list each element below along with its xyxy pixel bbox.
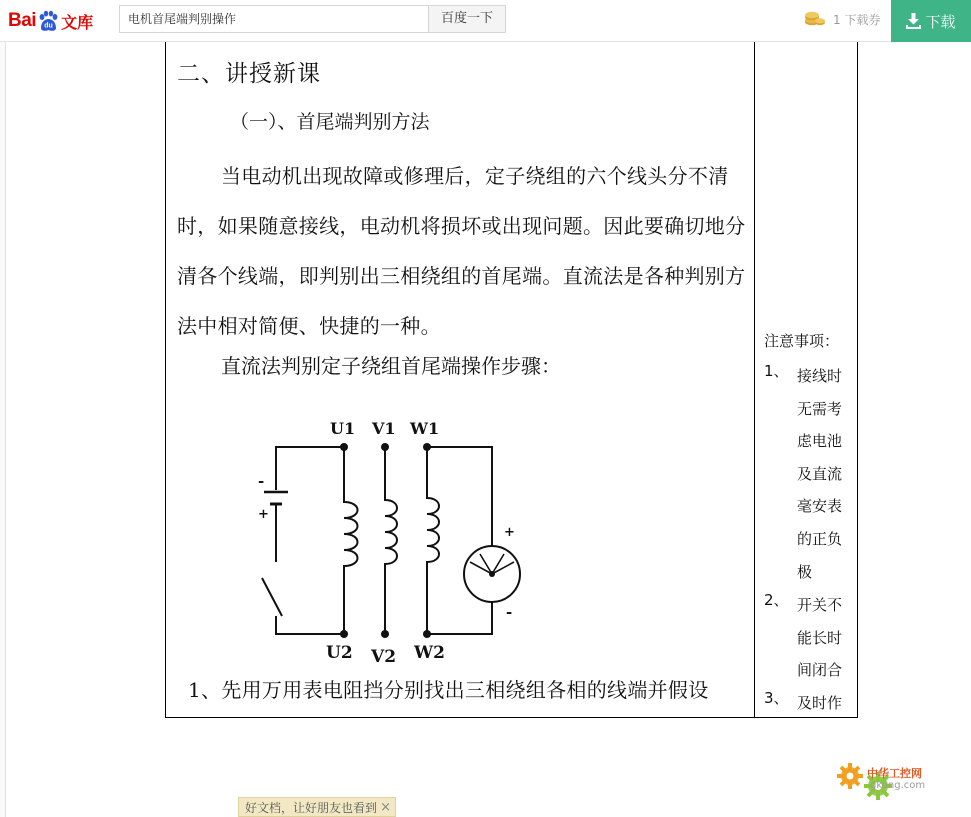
watermark-domain: gkong.com (870, 780, 926, 791)
download-icon (906, 13, 921, 29)
label-v2: V2 (371, 647, 397, 667)
logo-text-wenku: 文库 (61, 12, 94, 32)
download-coupon-info (804, 9, 880, 29)
label-v1: V1 (372, 419, 396, 438)
label-w1: W1 (410, 419, 440, 438)
meter-minus-label: - (506, 603, 513, 621)
subsection-heading: （一）、首尾端判别方法 (230, 111, 430, 133)
label-u1: U1 (330, 419, 356, 438)
intro-paragraph: 当电动机出现故障或修理后，定子绕组的六个线头分不清时，如果随意接线，电动机将损坏或出现问题。因此要确切地分清各个线端，即判别出三相绕组的首尾端。直流法是各种判别方法中相对简便、快捷的一种。 (177, 164, 746, 338)
baidu-paw-icon (37, 10, 59, 32)
left-loop-wire (262, 447, 344, 634)
download-button[interactable] (891, 0, 971, 42)
v-winding (385, 447, 397, 634)
lesson-content-cell (166, 42, 754, 717)
baidu-wenku-logo[interactable] (8, 6, 93, 36)
label-u2: U2 (326, 643, 353, 663)
note-text: 及时作 (797, 694, 843, 712)
top-bar (0, 0, 971, 42)
note-number: 2、 (764, 591, 789, 609)
share-tip-banner[interactable] (238, 797, 396, 817)
winding-circuit-diagram (252, 412, 552, 667)
search-button[interactable]: 百度一下 (428, 5, 506, 33)
u-winding (344, 447, 358, 634)
note-number: 1、 (764, 362, 789, 380)
note-text: 开关不能长时间闭合 (797, 596, 843, 680)
note-text: 接线时无需考虑电池及直流毫安表的正负极 (797, 367, 843, 581)
steps-title: 直流法判别定子绕组首尾端操作步骤： (221, 354, 561, 378)
notes-title: 注意事项： (764, 332, 840, 350)
battery-plus-label: + (258, 507, 269, 522)
label-w2: W2 (414, 643, 445, 663)
left-scroll-gutter (0, 42, 6, 817)
logo-text-bai: Bai (8, 10, 37, 31)
svg-text:du: du (44, 22, 53, 30)
meter-plus-label: + (504, 525, 515, 540)
coupon-count: 1 下载券 (833, 12, 881, 27)
step-1-text: 1、先用万用表电阻挡分别找出三相绕组各相的线端并假设 (188, 678, 709, 702)
notes-cell (755, 42, 858, 717)
battery-minus-label: - (258, 472, 265, 490)
watermark-brand: 中华工控网 (867, 767, 922, 780)
note-number: 3、 (764, 689, 789, 707)
coins-icon (804, 10, 826, 28)
meter-loop-wire (427, 447, 492, 634)
download-label: 下载 (925, 12, 956, 31)
w-winding (427, 447, 439, 634)
close-icon[interactable]: × (380, 800, 391, 815)
document-table (165, 42, 858, 718)
section-heading: 二、讲授新课 (177, 61, 321, 87)
share-tip-text: 好文档，让好朋友也看到 (245, 801, 378, 815)
search-input[interactable]: 电机首尾端判别操作 (119, 5, 429, 33)
